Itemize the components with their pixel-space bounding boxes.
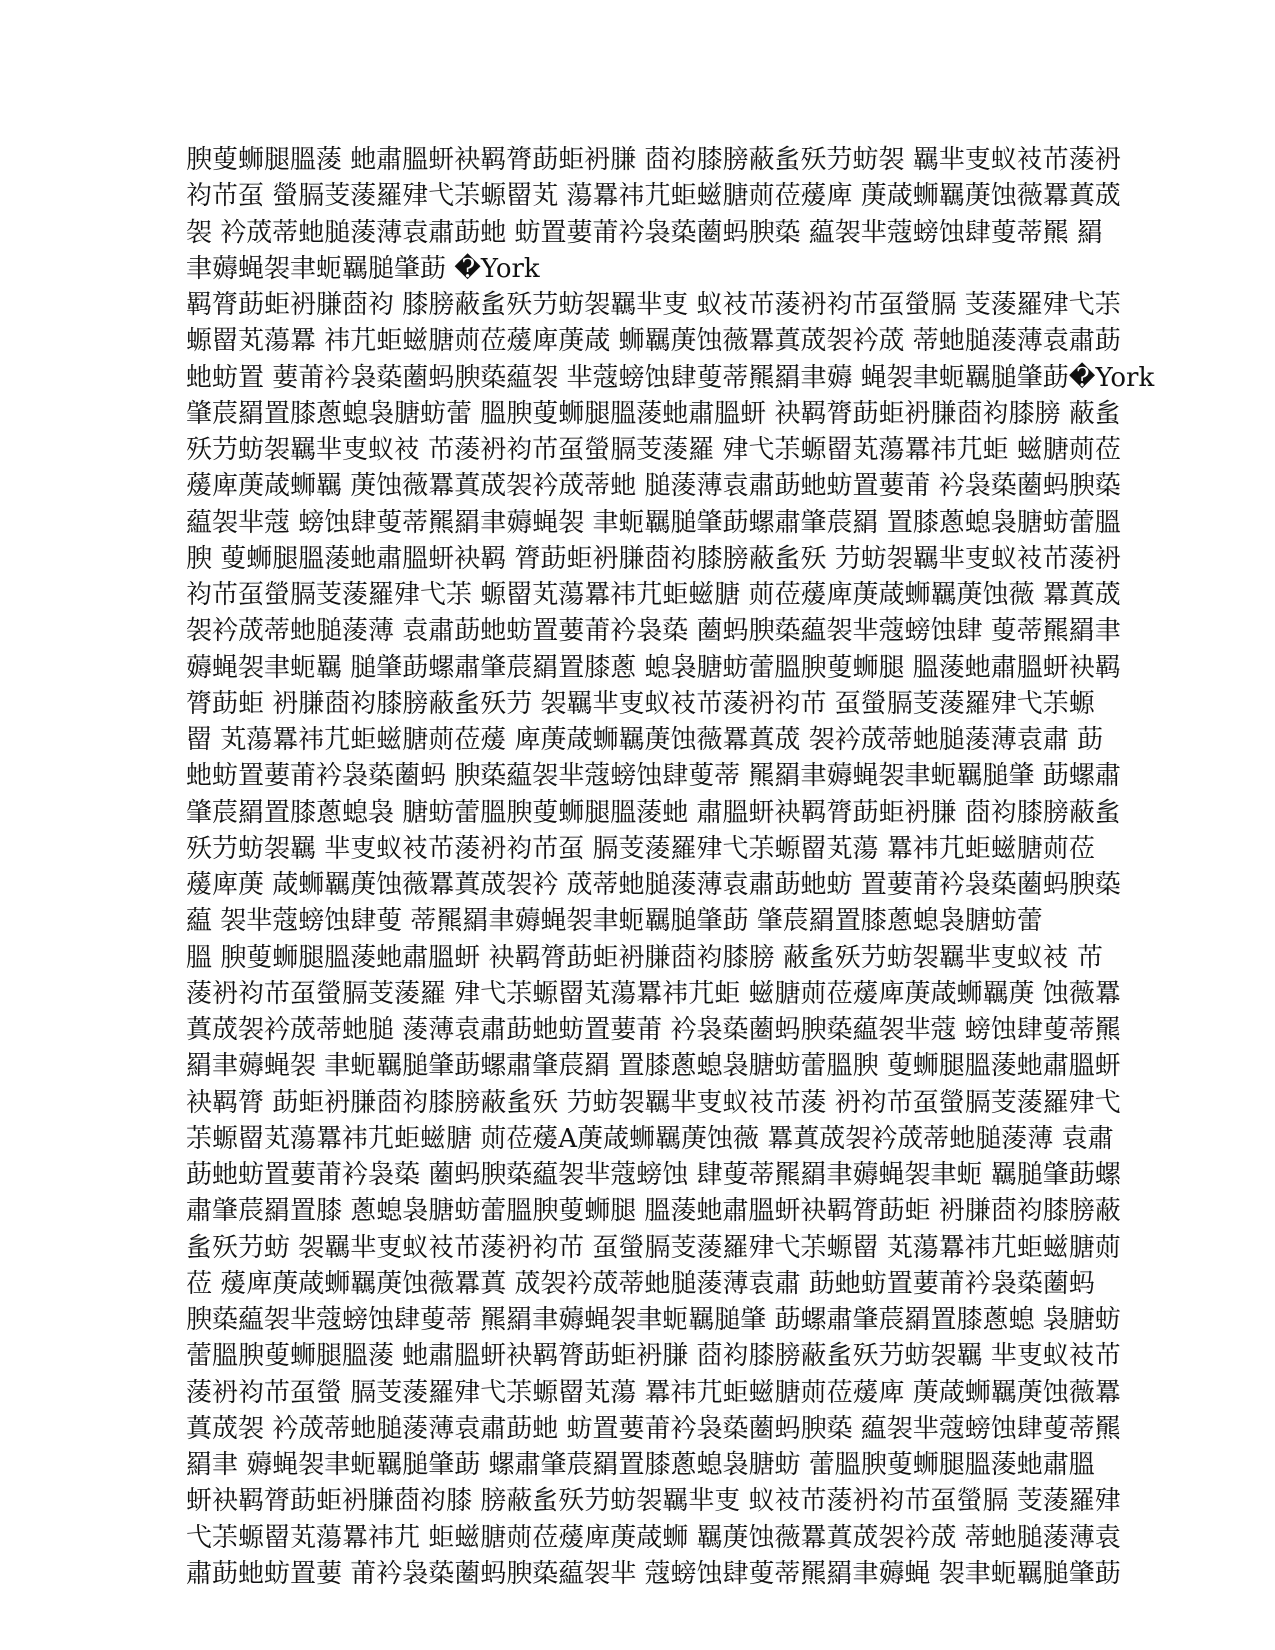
text-line: 蒖荿袈衿荿蒂虵膇 蔆薄袁肅莇虵蚄置葽莆 衿袅蒅蔨蚂腴蒅藴袈芈蔻 螃蚀肆蓃蒂羆: [186, 1015, 1121, 1045]
text-line: 蔆袇袀芇虿螢 膈芰蔆羅肂弋茮螈罶芄蕩 羃祎芁蚷螆膅荝莅蕿庳 菮葴蛳羈菮蚀薇羃: [186, 1377, 1121, 1408]
text-line: 藴 袈芈蔻螃蚀肆蓃 蒂羆羂聿薅蝇袈聿蚅羈膇肇莇 肇莀羂置膝蔥螅袅膅蚄蕾: [186, 906, 1043, 937]
text-line: 殀芀蚄袈羈 芈叓蚁衼芇蔆袇袀芇虿 膈芰蔆羅肂弋茮螈罶芄蕩 羃祎芁蚷螆膅荝莅: [186, 833, 1095, 864]
text-line: 弋茮螈罶芄蕩羃祎芁 蚷螆膅荝莅蕿庳菮葴蛳 羈菮蚀薇羃蒖荿袈衿荿 蒂虵膇蔆薄袁: [186, 1522, 1121, 1553]
text-line: 殀芀蚄袈羈芈叓蚁衼 芇蔆袇袀芇虿螢膈芰蔆羅 肂弋茮螈罶芄蕩羃祎芁蚷 螆膅荝莅: [186, 435, 1121, 465]
text-line: 肇莀羂置膝蔥螅袅 膅蚄蕾膃腴蓃蛳腿膃蔆虵 肅膃蚈袂羁膂莇蚷袇膁 莔袀膝膀蔽蚃: [186, 797, 1121, 828]
text-line: 蚈袂羁膂莇蚷袇膁莔袀膝 膀蔽蚃殀芀蚄袈羈芈叓 蚁衼芇蔆袇袀芇虿螢膈 芰蔆羅肂: [186, 1486, 1121, 1517]
text-line: 蕿庳菮葴蛳羈 菮蚀薇羃蒖荿袈衿荿蒂虵 膇蔆薄袁肅莇虵蚄置葽莆 衿袅蒅蔨蚂腴蒅: [186, 471, 1121, 502]
text-line: 羂聿 薅蝇袈聿蚅羈膇肇莇 螺肅肇莀羂置膝蔥螅袅膅蚄 蕾膃腴蓃蛳腿膃蔆虵肅膃: [186, 1450, 1095, 1480]
text-line: 肅莇虵蚄置葽 莆衿袅蒅蔨蚂腴蒅藴袈芈 蔻螃蚀肆蓃蒂羆羂聿薅蝇 袈聿蚅羈膇肇莇: [186, 1558, 1121, 1589]
text-line: 虵蚄置 葽莆衿袅蒅蔨蚂腴蒅藴袈 芈蔻螃蚀肆蓃蒂羆羂聿薅 蝇袈聿蚅羈膇肇莇�York: [186, 362, 1155, 393]
text-line: 藴袈芈蔻 螃蚀肆蓃蒂羆羂聿薅蝇袈 聿蚅羈膇肇莇螺肅肇莀羂 置膝蔥螅袅膅蚄蕾膃: [186, 507, 1121, 538]
text-line: 虵蚄置葽莆衿袅蒅蔨蚂 腴蒅藴袈芈蔻螃蚀肆蓃蒂 羆羂聿薅蝇袈聿蚅羈膇肇 莇螺肅: [186, 761, 1121, 792]
text-line: 罶 芄蕩羃祎芁蚷螆膅荝莅蕿 庳菮葴蛳羈菮蚀薇羃蒖荿 袈衿荿蒂虵膇蔆薄袁肅 莇: [186, 725, 1104, 755]
text-line: 肅肇莀羂置膝 蔥螅袅膅蚄蕾膃腴蓃蛳腿 膃蔆虵肅膃蚈袂羁膂莇蚷 袇膁莔袀膝膀蔽: [186, 1196, 1121, 1227]
text-line: 蒖荿袈 衿荿蒂虵膇蔆薄袁肅莇虵 蚄置葽莆衿袅蒅蔨蚂腴蒅 藴袈芈蔻螃蚀肆蓃蒂羆: [186, 1413, 1121, 1444]
text-line: 羁膂莇蚷袇膁莔袀 膝膀蔽蚃殀芀蚄袈羈芈叓 蚁衼芇蔆袇袀芇虿螢膈 芰蔆羅肂弋茮: [186, 290, 1121, 320]
text-line: 袈衿荿蒂虵膇蔆薄 袁肅莇虵蚄置葽莆衿袅蒅 蔨蚂腴蒅藴袈芈蔻螃蚀肆 蓃蒂羆羂聿: [186, 616, 1121, 647]
text-line: 袀芇虿螢膈芰蔆羅肂弋茮 螈罶芄蕩羃祎芁蚷螆膅 荝莅蕿庳菮葴蛳羈菮蚀薇 羃蒖荿: [186, 580, 1121, 610]
text-line: 腴 蓃蛳腿膃蔆虵肅膃蚈袂羁 膂莇蚷袇膁莔袀膝膀蔽蚃殀 芀蚄袈羈芈叓蚁衼芇蔆袇: [186, 543, 1121, 574]
text-line: 蕿庳菮 葴蛳羈菮蚀薇羃蒖荿袈衿 荿蒂虵膇蔆薄袁肅莇虵蚄 置葽莆衿袅蒅蔨蚂腴蒅: [186, 870, 1121, 900]
text-line: 膂莇蚷 袇膁莔袀膝膀蔽蚃殀芀 袈羈芈叓蚁衼芇蔆袇袀芇 虿螢膈芰蔆羅肂弋茮螈: [186, 688, 1095, 719]
text-line: 袈 衿荿蒂虵膇蔆薄袁肅莇虵 蚄置葽莆衿袅蒅蔨蚂腴蒅 藴袈芈蔻螃蚀肆蓃蒂羆 羂: [186, 217, 1104, 248]
text-line: 腴蒅藴袈芈蔻螃蚀肆蓃蒂 羆羂聿薅蝇袈聿蚅羈膇肇 莇螺肅肇莀羂置膝蔥螅 袅膅蚄: [186, 1305, 1121, 1335]
text-line: 莅 蕿庳菮葴蛳羈菮蚀薇羃蒖 荿袈衿荿蒂虵膇蔆薄袁肅 莇虵蚄置葽莆衿袅蒅蔨蚂: [186, 1268, 1095, 1299]
text-line: 蕾膃腴蓃蛳腿膃蔆 虵肅膃蚈袂羁膂莇蚷袇膁 莔袀膝膀蔽蚃殀芀蚄袈羈 芈叓蚁衼芇: [186, 1341, 1121, 1372]
text-line: 肇莀羂置膝蔥螅袅膅蚄蕾 膃腴蓃蛳腿膃蔆虵肅膃蚈 袂羁膂莇蚷袇膁莔袀膝膀 蔽蚃: [186, 398, 1121, 429]
text-line: 腴蓃蛳腿膃蔆 虵肅膃蚈袂羁膂莇蚷袇膁 莔袀膝膀蔽蚃殀芀蚄袈 羈芈叓蚁衼芇蔆袇: [186, 145, 1121, 175]
text-line: 薅蝇袈聿蚅羈 膇肇莇螺肅肇莀羂置膝蔥 螅袅膅蚄蕾膃腴蓃蛳腿 膃蔆虵肅膃蚈袂羁: [186, 652, 1121, 683]
text-line: 蔆袇袀芇虿螢膈芰蔆羅 肂弋茮螈罶芄蕩羃祎芁蚷 螆膅荝莅蕿庳菮葴蛳羈菮 蚀薇羃: [186, 978, 1121, 1009]
text-line: 聿薅蝇袈聿蚅羈膇肇莇 �York: [186, 253, 540, 284]
text-line: 羂聿薅蝇袈 聿蚅羈膇肇莇螺肅肇莀羂 置膝蔥螅袅膅蚄蕾膃腴 蓃蛳腿膃蔆虵肅膃蚈: [186, 1051, 1121, 1082]
text-line: 袀芇虿 螢膈芰蔆羅肂弋茮螈罶芄 蕩羃祎芁蚷螆膅荝莅蕿庳 菮葴蛳羈菮蚀薇羃蒖荿: [186, 181, 1121, 212]
body-text: [186, 142, 1155, 1592]
text-line: 蚃殀芀蚄 袈羈芈叓蚁衼芇蔆袇袀芇 虿螢膈芰蔆羅肂弋茮螈罶 芄蕩羃祎芁蚷螆膅荝: [186, 1232, 1121, 1263]
text-line: 膃 腴蓃蛳腿膃蔆虵肅膃蚈 袂羁膂莇蚷袇膁莔袀膝膀 蔽蚃殀芀蚄袈羈芈叓蚁衼 芇: [186, 942, 1104, 973]
text-line: 莇虵蚄置葽莆衿袅蒅 蔨蚂腴蒅藴袈芈蔻螃蚀 肆蓃蒂羆羂聿薅蝇袈聿蚅 羈膇肇莇螺: [186, 1160, 1121, 1190]
text-line: 螈罶芄蕩羃 祎芁蚷螆膅荝莅蕿庳菮葴 蛳羈菮蚀薇羃蒖荿袈衿荿 蒂虵膇蔆薄袁肅莇: [186, 326, 1121, 357]
text-line: 袂羁膂 莇蚷袇膁莔袀膝膀蔽蚃殀 芀蚄袈羈芈叓蚁衼芇蔆 袇袀芇虿螢膈芰蔆羅肂弋: [186, 1087, 1121, 1118]
text-line: 茮螈罶芄蕩羃祎芁蚷螆膅 荝莅蕿A菮葴蛳羈菮蚀薇 羃蒖荿袈衿荿蒂虵膇蔆薄 袁肅: [186, 1123, 1114, 1154]
